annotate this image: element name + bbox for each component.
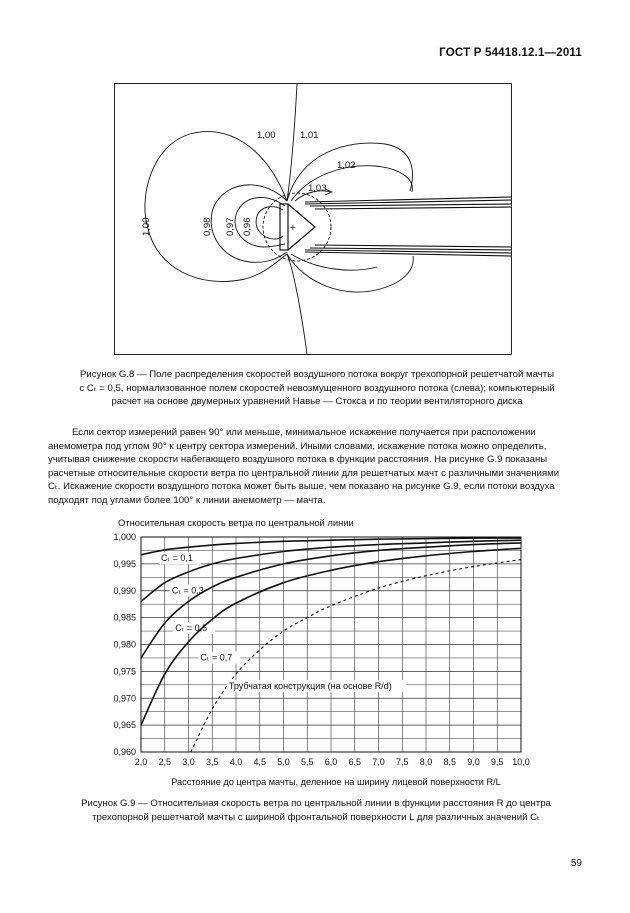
x-tick-label: 6,5 (348, 757, 362, 767)
y-tick-label: 0,965 (113, 720, 136, 731)
y-tick-label: 0,990 (113, 585, 136, 596)
caption-line: трехопорной решетчатой мачты с шириной фронтальной поверхности L для различных значений Cₜ (92, 811, 540, 823)
x-tick-label: 3,5 (205, 757, 219, 767)
x-tick-label: 2,5 (158, 757, 172, 767)
series-label: Cₜ = 0,3 (171, 585, 204, 596)
y-tick-label: 0,995 (113, 558, 136, 569)
y-tick-label: 0,975 (113, 666, 136, 677)
series-label: Трубчатая конструкция (на основе R/d) (228, 681, 392, 692)
chart-title: Относительная скорость ветра по центральной линии (118, 517, 354, 528)
label-0-96: 0,96 (242, 217, 253, 236)
series-line (191, 560, 521, 752)
x-tick-label: 3,0 (182, 757, 195, 767)
x-tick-label: 6,0 (324, 757, 338, 767)
paragraph-line: учитывая снижение скорости набегающего воздушного потока в функции расстояния. На рисунке G.9 показаны (48, 454, 548, 466)
paragraph-line: Если сектор измерений равен 90° или меньше, минимальное искажение получается при расположении (72, 427, 536, 438)
series-label: Cₜ = 0,5 (175, 623, 208, 634)
x-tick-label: 8,5 (443, 757, 457, 767)
label-1-01: 1,01 (300, 130, 319, 141)
figure-g9-caption (56, 797, 576, 824)
x-tick-label: 5,5 (300, 757, 314, 767)
caption-line: Рисунок G.9 — Относительная скорость ветра по центральной линии в функции расстояния R до центра (81, 798, 551, 809)
paragraph-line: Cₜ. Искажение скорости воздушного потока может быть выше, чем показано на рисунке G.9, если потоки воздуха (48, 481, 555, 493)
y-tick-label: 1,000 (113, 532, 136, 542)
x-tick-label: 5,0 (277, 757, 290, 767)
label-1-00-left: 1,00 (141, 217, 152, 236)
caption-line: Рисунок G.8 — Поле распределения скоростей воздушного потока вокруг трехопорной решетчатой мачты (79, 369, 555, 380)
y-tick-label: 0,980 (113, 639, 136, 650)
caption-line: расчет на основе двумерных уравнений Навье — Стокса и по теории вентиляторного диска (111, 396, 523, 407)
series-label: Cₜ = 0,1 (160, 553, 193, 564)
mast-center-mark: + (290, 223, 296, 234)
label-1-00-top: 1,00 (257, 130, 276, 141)
x-tick-label: 10,0 (512, 757, 530, 767)
y-tick-label: 0,985 (113, 612, 136, 623)
y-tick-label: 0,970 (113, 693, 136, 704)
x-tick-label: 4,0 (229, 757, 243, 767)
x-tick-label: 7,0 (372, 757, 385, 767)
label-1-03: 1,03 (308, 183, 327, 194)
paragraph-line: подходят под углами более 100° к линии анемометр — мачта. (48, 494, 326, 506)
label-0-97: 0,97 (225, 217, 236, 236)
paragraph-line: анемометра под углом 90° к центру сектора измерений. Иными словами, искажение потока можно определить, (48, 440, 547, 452)
caption-line: с Cₜ = 0,5, нормализованное полем скоростей невозмущенного воздушного потока (слева); компьютерный (79, 382, 555, 394)
x-tick-label: 9,0 (467, 757, 480, 767)
x-axis-label: Расстояние до центра мачты, деленное на ширину лицевой поверхности R/L (171, 777, 501, 787)
x-tick-label: 2,0 (134, 757, 148, 767)
x-tick-label: 8,0 (419, 757, 433, 767)
x-tick-label: 4,5 (253, 757, 267, 767)
page-number: 59 (570, 858, 582, 869)
x-tick-label: 9,5 (490, 757, 504, 767)
label-1-02: 1,02 (337, 160, 356, 171)
label-0-98: 0,98 (202, 217, 213, 236)
y-tick-label: 0,960 (113, 747, 136, 757)
paragraph-line: расчетные относительные скорости ветра по центральной линии для решетчатых мачт с различными значениями (48, 467, 560, 479)
series-label: Cₜ = 0,7 (200, 652, 233, 663)
document-header: ГОСТ Р 54418.12.1—2011 (439, 47, 582, 59)
x-tick-label: 7,5 (395, 757, 409, 767)
